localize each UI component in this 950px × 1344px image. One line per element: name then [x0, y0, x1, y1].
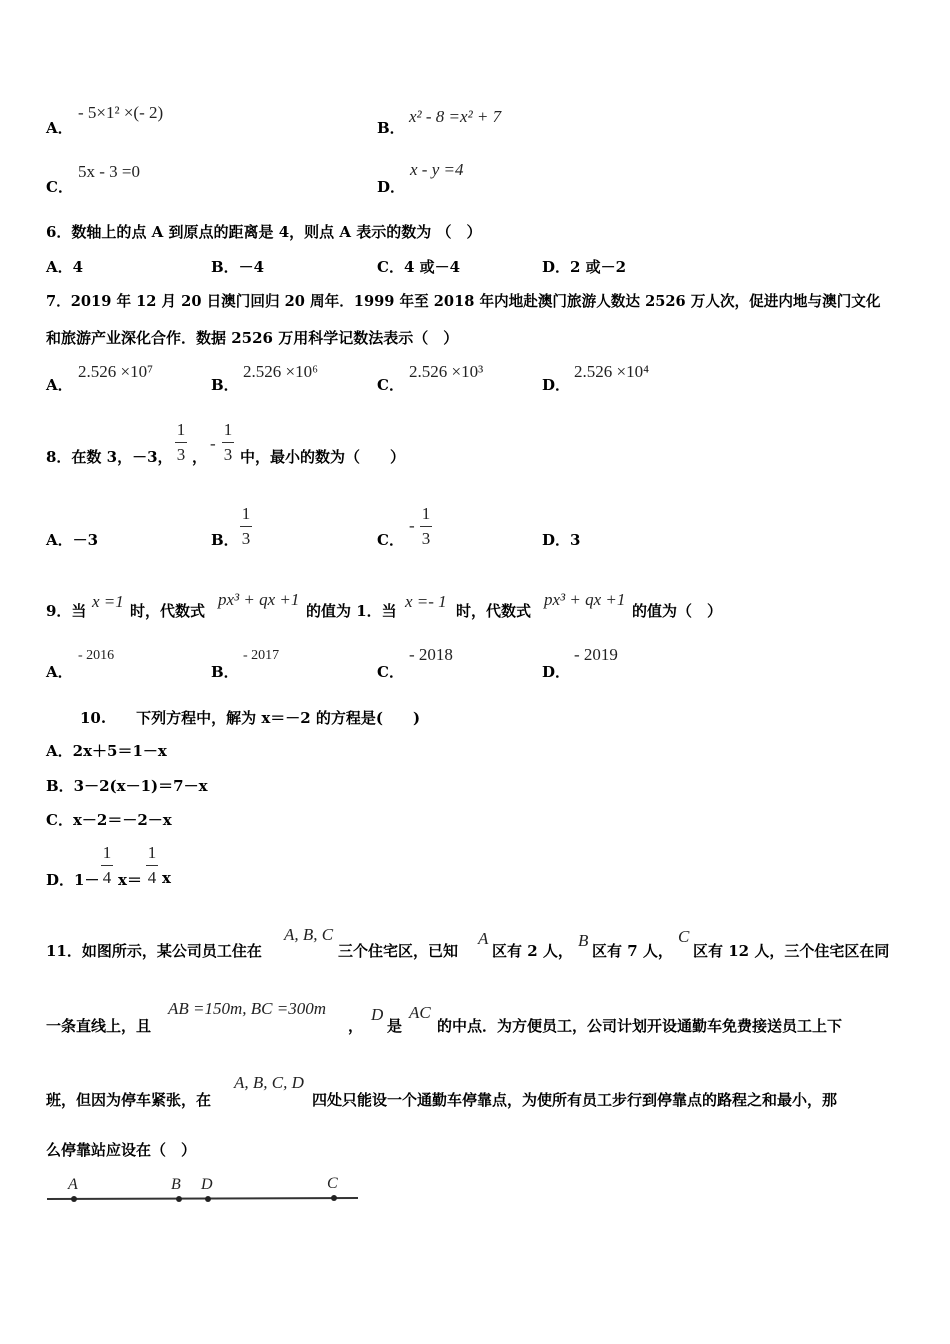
q9-option-b-label: B． — [211, 663, 239, 681]
q11-number-line-figure — [40, 1170, 370, 1215]
q11-line1-c: 区有 2 人， — [492, 942, 573, 960]
q11-line1-e: 区有 12 人，三个住宅区在同 — [693, 942, 890, 960]
q5-option-d-math: x - y =4 — [410, 160, 464, 179]
q11-line2-a: 一条直线上，且 — [46, 1017, 152, 1035]
q8-option-b-label: B． — [211, 531, 239, 549]
q8-option-c-fraction: 1 3 — [421, 504, 431, 548]
q6-stem: 6．数轴上的点 A 到原点的距离是 4，则点 A 表示的数为 （ ） — [46, 223, 482, 241]
q11-line3-b: 四处只能设一个通勤车停靠点，为使所有员工步行到停靠点的路程之和最小，那 — [312, 1091, 838, 1109]
q11-math-d: D — [371, 1005, 384, 1024]
q11-figure-label-c: C — [327, 1175, 338, 1192]
q11-figure-point-c — [331, 1195, 337, 1201]
q10-option-b: B．3－2(x－1)＝7－x — [46, 777, 208, 795]
q11-line2-c: 是 — [387, 1017, 403, 1035]
q10-option-a: A．2x＋5＝1－x — [46, 742, 167, 760]
q11-line1-d: 区有 7 人， — [592, 942, 673, 960]
q9-option-c-math: - 2018 — [409, 645, 453, 664]
q11-line4: 么停靠站应设在（ ） — [46, 1141, 197, 1159]
q9-math-x-eq-neg1: x =- 1 — [405, 592, 447, 611]
q10-option-d-fraction1: 1 4 — [102, 843, 112, 887]
q9-option-b-math: - 2017 — [243, 648, 280, 663]
q5-option-b-math: x² - 8 =x² + 7 — [409, 107, 502, 126]
q8-option-b-fraction: 1 3 — [241, 504, 251, 548]
q8-fraction-one-third: 1 3 — [176, 420, 186, 464]
q10-option-d-mid: x＝ — [118, 871, 142, 889]
q5-option-a-math: - 5×1² ×(- 2) — [78, 103, 164, 122]
q11-line2-b: ， — [348, 1017, 364, 1035]
q9-stem-part5: 的值为（ ） — [632, 602, 723, 620]
q9-math-x-eq-1: x =1 — [92, 592, 124, 611]
q9-stem-part3: 的值为 1．当 — [306, 602, 397, 620]
q7-stem-line1: 7．2019 年 12 月 20 日澳门回归 20 周年．1999 年至 2018 年内地赴澳门旅游人数达 2526 万人次，促进内地与澳门文化 — [46, 293, 881, 310]
q10-option-d-prefix: D．1－ — [46, 871, 100, 889]
q9-option-c-label: C． — [377, 663, 404, 681]
q7-option-a-math: 2.526 ×10⁷ — [78, 362, 154, 381]
q7-option-b-math: 2.526 ×10⁶ — [243, 362, 319, 381]
q9-math-expr2: px³ + qx +1 — [544, 590, 626, 609]
q11-figure-label-d: D — [201, 1176, 213, 1193]
q11-math-abcd: A, B, C, D — [234, 1073, 304, 1092]
q7-stem-line2: 和旅游产业深化合作．数据 2526 万用科学记数法表示（ ） — [46, 329, 459, 347]
q11-figure-label-b: B — [171, 1176, 181, 1193]
q5-option-c-label: C． — [46, 178, 73, 196]
q11-line1-a: 11．如图所示，某公司员工住在 — [46, 942, 262, 960]
q9-option-a-math: - 2016 — [78, 648, 115, 663]
q5-option-c-math: 5x - 3 =0 — [78, 162, 140, 181]
q11-line2-d: 的中点．为方便员工，公司计划开设通勤车免费接送员工上下 — [437, 1017, 843, 1035]
q11-math-distances: AB =150m, BC =300m — [168, 999, 326, 1018]
q6-option-a: A．4 — [46, 258, 84, 276]
q10-option-d-suffix: x — [162, 869, 171, 887]
q6-option-d: D．2 或－2 — [542, 258, 627, 276]
q5-option-b-label: B． — [377, 119, 405, 137]
q11-math-abc: A, B, C — [284, 925, 334, 944]
q8-option-a: A．－3 — [46, 531, 99, 549]
q7-option-d-label: D． — [542, 376, 571, 394]
q7-option-b-label: B． — [211, 376, 239, 394]
q11-math-b: B — [578, 931, 589, 950]
q11-math-c: C — [678, 927, 690, 946]
q11-figure-line — [47, 1198, 358, 1199]
q11-figure-label-a: A — [68, 1176, 78, 1193]
q9-stem-part1: 9．当 — [46, 602, 87, 620]
q9-stem-part2: 时，代数式 — [130, 602, 206, 620]
q11-math-ac: AC — [409, 1003, 431, 1022]
q8-stem-suffix: 中，最小的数为（ ） — [240, 448, 406, 466]
q9-option-d-math: - 2019 — [574, 645, 618, 664]
q8-option-c-label: C． — [377, 531, 404, 549]
q11-figure-point-a — [71, 1196, 77, 1202]
q9-stem-part4: 时，代数式 — [456, 602, 532, 620]
q9-option-d-label: D． — [542, 663, 571, 681]
q9-option-a-label: A． — [46, 663, 73, 681]
q5-option-a-label: A． — [46, 119, 73, 137]
q7-option-c-math: 2.526 ×10³ — [409, 362, 484, 381]
q6-option-c: C．4 或－4 — [377, 258, 461, 276]
q11-line3-a: 班，但因为停车紧张，在 — [46, 1091, 212, 1109]
q8-fraction-neg-one-third: 1 3 — [223, 420, 233, 464]
q7-option-a-label: A． — [46, 376, 73, 394]
q11-figure-point-b — [176, 1196, 182, 1202]
q5-option-d-label: D． — [377, 178, 406, 196]
q8-stem-prefix: 8．在数 3，－3， — [46, 448, 173, 466]
q8-option-d: D．3 — [542, 531, 581, 549]
q7-option-d-math: 2.526 ×10⁴ — [574, 362, 650, 381]
q11-figure-point-d — [205, 1196, 211, 1202]
q9-math-expr1: px³ + qx +1 — [218, 590, 300, 609]
q6-option-b: B．－4 — [211, 258, 265, 276]
q11-line1-b: 三个住宅区，已知 — [338, 942, 459, 960]
q11-math-a: A — [478, 929, 489, 948]
q10-option-c: C．x－2＝－2－x — [46, 811, 172, 829]
q10-stem: 10. 下列方程中，解为 x＝－2 的方程是( ) — [80, 709, 421, 727]
q10-option-d-fraction2: 1 4 — [147, 843, 157, 887]
q7-option-c-label: C． — [377, 376, 404, 394]
